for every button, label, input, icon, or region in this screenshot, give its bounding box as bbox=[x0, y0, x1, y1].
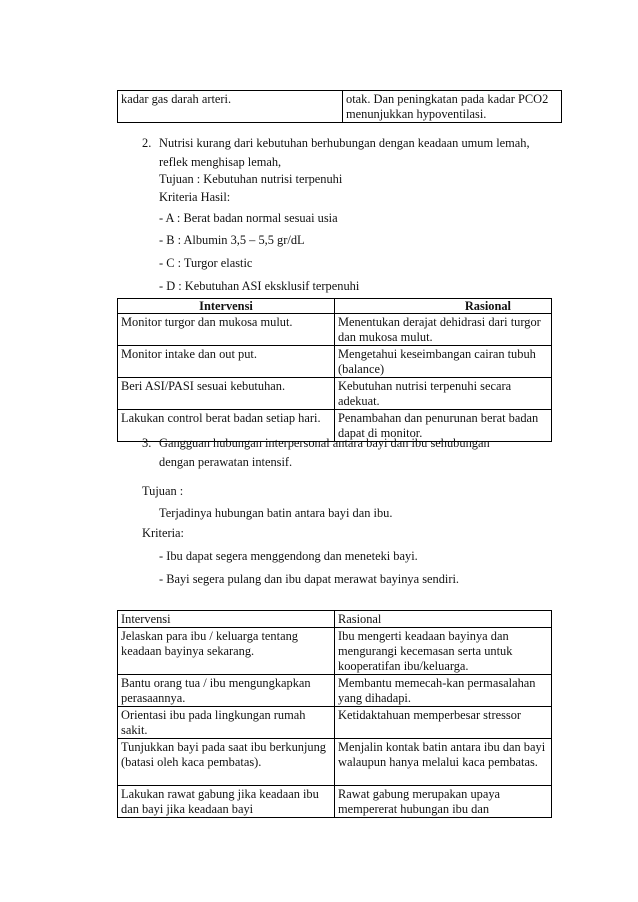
criteria-item: - Bayi segera pulang dan ibu dapat merawat bayinya sendiri. bbox=[159, 572, 460, 586]
criteria-item: - D : Kebutuhan ASI eksklusif terpenuhi bbox=[159, 279, 360, 293]
section-2-kriteria-label: Kriteria Hasil: bbox=[159, 190, 231, 204]
column-header-intervensi: Intervensi bbox=[118, 611, 335, 628]
criteria-item: - A : Berat badan normal sesuai usia bbox=[159, 211, 338, 225]
table-cell: Orientasi ibu pada lingkungan rumah sakit. bbox=[118, 707, 335, 739]
table-cell: Monitor turgor dan mukosa mulut. bbox=[118, 314, 335, 346]
table-cell: Ibu mengerti keadaan bayinya dan mengurangi kecemasan serta untuk kooperatifan ibu/keluarga. bbox=[335, 628, 552, 675]
column-header-rasional: Rasional bbox=[335, 299, 552, 314]
table-hubungan bbox=[117, 610, 552, 818]
section-3-tujuan-label: Tujuan : bbox=[142, 484, 184, 498]
table-cell: otak. Dan peningkatan pada kadar PCO2 menunjukkan hypoventilasi. bbox=[343, 91, 562, 123]
table-row bbox=[118, 378, 552, 410]
table-row bbox=[118, 707, 552, 739]
column-header-rasional: Rasional bbox=[335, 611, 552, 628]
section-3-heading-line1: Gangguan hubungan interpersonal antara bayi dan ibu sehubungan bbox=[159, 436, 490, 450]
table-cell: Beri ASI/PASI sesuai kebutuhan. bbox=[118, 378, 335, 410]
table-cell: Lakukan rawat gabung jika keadaan ibu dan bayi jika keadaan bayi bbox=[118, 786, 335, 818]
section-2-heading-line2: reflek menghisap lemah, bbox=[159, 155, 282, 169]
table-row bbox=[118, 628, 552, 675]
table-cell: Menjalin kontak batin antara ibu dan bayi walaupun hanya melalui kaca pembatas. bbox=[335, 739, 552, 786]
table-row bbox=[118, 739, 552, 786]
table-cell: Mengetahui keseimbangan cairan tubuh (balance) bbox=[335, 346, 552, 378]
section-3-heading-line2: dengan perawatan intensif. bbox=[159, 455, 293, 469]
table-header-row bbox=[118, 611, 552, 628]
table-row bbox=[118, 675, 552, 707]
section-2-number: 2. bbox=[142, 136, 152, 150]
section-3-tujuan-text: Terjadinya hubungan batin antara bayi dan ibu. bbox=[159, 506, 393, 520]
section-2-tujuan: Tujuan : Kebutuhan nutrisi terpenuhi bbox=[159, 172, 343, 186]
table-cell: Bantu orang tua / ibu mengungkapkan perasaannya. bbox=[118, 675, 335, 707]
section-3-number: 3. bbox=[142, 436, 152, 450]
table-cell: Tunjukkan bayi pada saat ibu berkunjung (batasi oleh kaca pembatas). bbox=[118, 739, 335, 786]
criteria-item: - C : Turgor elastic bbox=[159, 256, 253, 270]
table-cell: Monitor intake dan out put. bbox=[118, 346, 335, 378]
table-continuation bbox=[117, 90, 562, 123]
table-row bbox=[118, 786, 552, 818]
criteria-item: - B : Albumin 3,5 – 5,5 gr/dL bbox=[159, 233, 305, 247]
section-3-kriteria-label: Kriteria: bbox=[142, 526, 184, 540]
criteria-item: - Ibu dapat segera menggendong dan meneteki bayi. bbox=[159, 549, 418, 563]
table-row bbox=[118, 314, 552, 346]
table-row bbox=[118, 91, 562, 123]
table-cell: Menentukan derajat dehidrasi dari turgor dan mukosa mulut. bbox=[335, 314, 552, 346]
table-cell: Penambahan dan penurunan berat badan dapat di monitor. bbox=[335, 410, 552, 442]
column-header-intervensi: Intervensi bbox=[118, 299, 335, 314]
table-row bbox=[118, 346, 552, 378]
table-cell: Lakukan control berat badan setiap hari. bbox=[118, 410, 335, 442]
table-cell: Ketidaktahuan memperbesar stressor bbox=[335, 707, 552, 739]
table-cell: kadar gas darah arteri. bbox=[118, 91, 343, 123]
table-cell: Membantu memecah-kan permasalahan yang dihadapi. bbox=[335, 675, 552, 707]
table-cell: Kebutuhan nutrisi terpenuhi secara adekuat. bbox=[335, 378, 552, 410]
table-nutrisi bbox=[117, 298, 552, 442]
section-2-heading-line1: Nutrisi kurang dari kebutuhan berhubungan dengan keadaan umum lemah, bbox=[159, 136, 530, 150]
table-cell: Jelaskan para ibu / keluarga tentang keadaan bayinya sekarang. bbox=[118, 628, 335, 675]
table-cell: Rawat gabung merupakan upaya mempererat hubungan ibu dan bbox=[335, 786, 552, 818]
table-header-row bbox=[118, 299, 552, 314]
